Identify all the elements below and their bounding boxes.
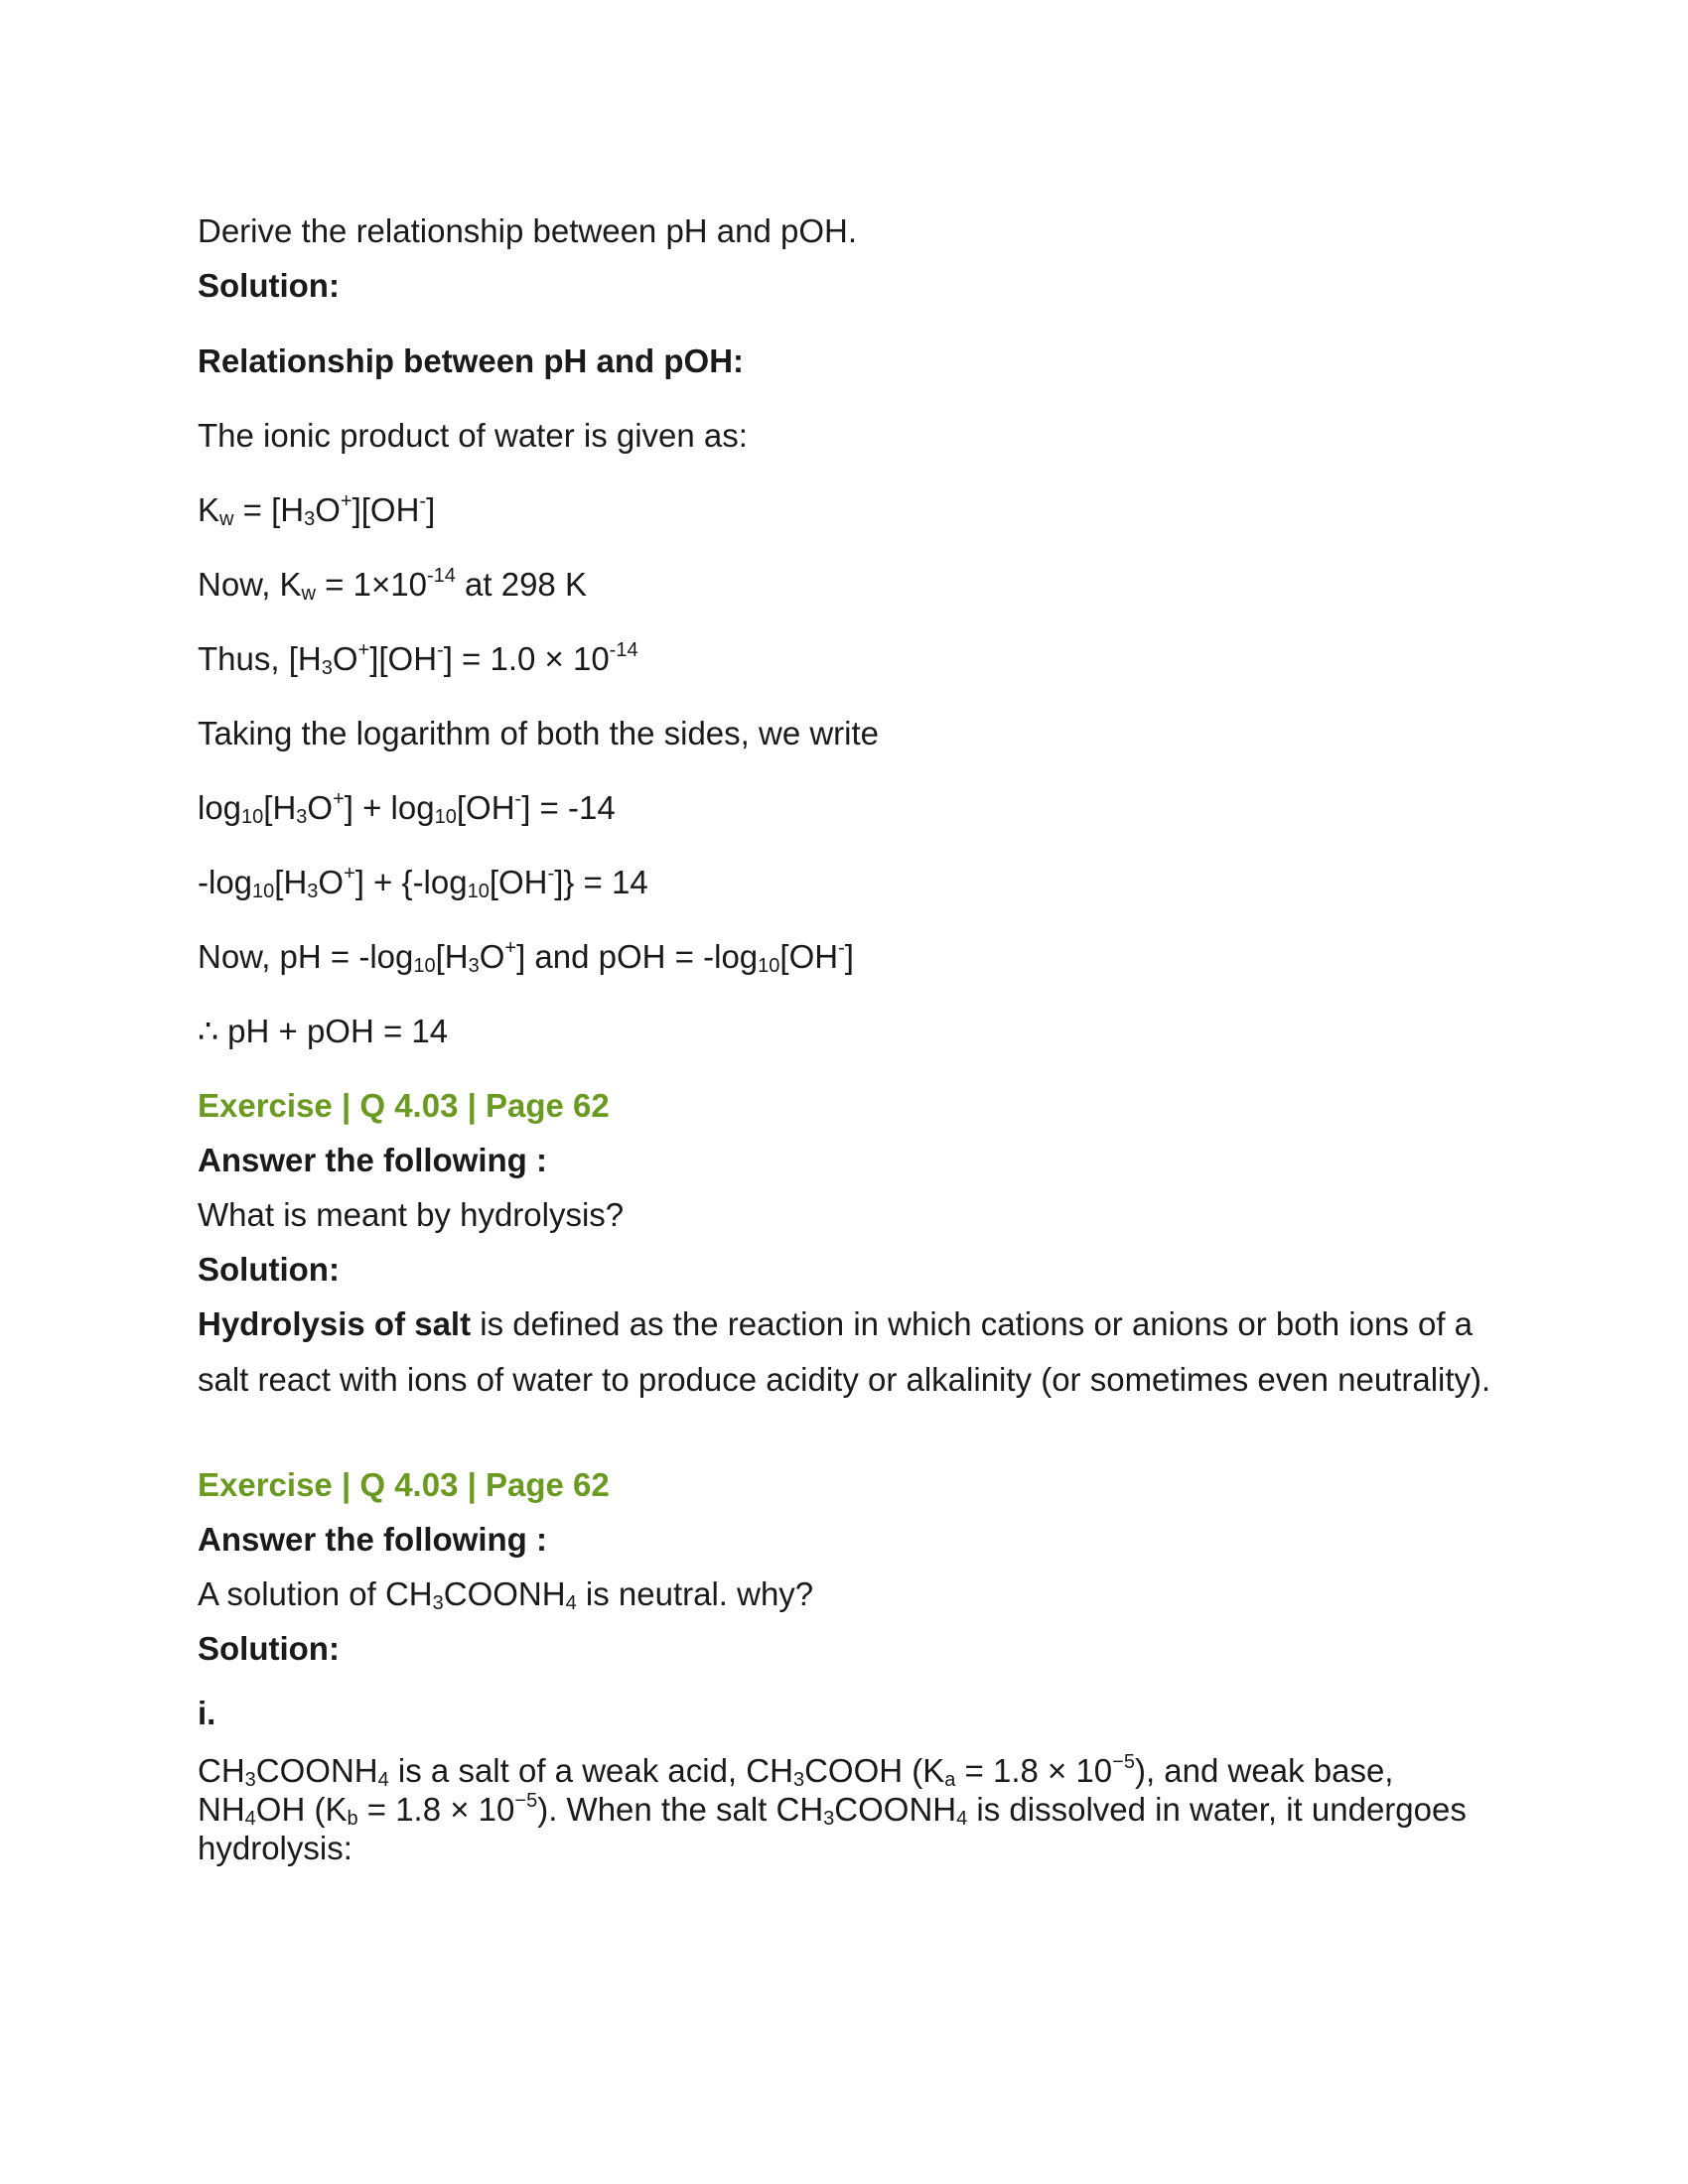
question-text: Derive the relationship between pH and pOH.: [198, 212, 858, 249]
section-heading: Relationship between pH and pOH:: [198, 342, 745, 379]
exercise-header: Exercise | Q 4.03 | Page 62: [198, 1466, 610, 1503]
exercise-header: Exercise | Q 4.03 | Page 62: [198, 1087, 610, 1124]
point-label: i.: [198, 1695, 216, 1731]
question-text: A solution of $CH_3COONH_4$ is neutral. why?: [198, 1575, 814, 1614]
question-text: What is meant by hydrolysis?: [198, 1196, 625, 1233]
equation-ph-poh-def: Now, pH = $-\log_{10}[H_3O^+]$ and pOH = $-\log_{10}[OH^-]$: [198, 937, 854, 977]
equation-ion-product: Thus, $[H_3O^+][OH^-] = 1.0 \times 10^{-14}$: [198, 639, 638, 679]
equation-log: $\log_{10}[H_3O^+] + \log_{10}[OH^-] = -14$: [198, 788, 616, 828]
solution-label: Solution:: [198, 1630, 340, 1667]
equation-kw: $K_w = [H_3O^+][OH^-]$: [198, 490, 436, 530]
answer-paragraph: Hydrolysis of salt is defined as the reaction in which cations or anions or both ions of a salt react with ions of water to produce acidity or alkalinity (or sometimes even neutrality).: [198, 1305, 1491, 1398]
instruction-text: Answer the following :: [198, 1521, 547, 1558]
answer-paragraph: $CH_3COONH_4$ is a salt of a weak acid, $CH_3COOH$ $(K_a = 1.8 \times 10^{-5})$, and weak base, $NH_4OH$ $(K_b = 1.8 \times 10^{-5})$. When the salt $CH_3COONH_4$ is dissolved in water, it undergoes hydrolysis:: [198, 1751, 1467, 1866]
equation-neg-log: $-\log_{10}[H_3O^+] + \{-\log_{10}[OH^-]\} = 14$: [198, 863, 648, 902]
intro-text: The ionic product of water is given as:: [198, 417, 748, 454]
solution-label: Solution:: [198, 267, 340, 304]
solution-label: Solution:: [198, 1251, 340, 1288]
log-text: Taking the logarithm of both the sides, we write: [198, 715, 880, 751]
equation-kw-value: Now, $K_w = 1\times 10^{-14}$ at 298 K: [198, 565, 587, 605]
equation-result: ∴ pH + pOH = 14: [198, 1013, 449, 1049]
instruction-text: Answer the following :: [198, 1142, 547, 1178]
